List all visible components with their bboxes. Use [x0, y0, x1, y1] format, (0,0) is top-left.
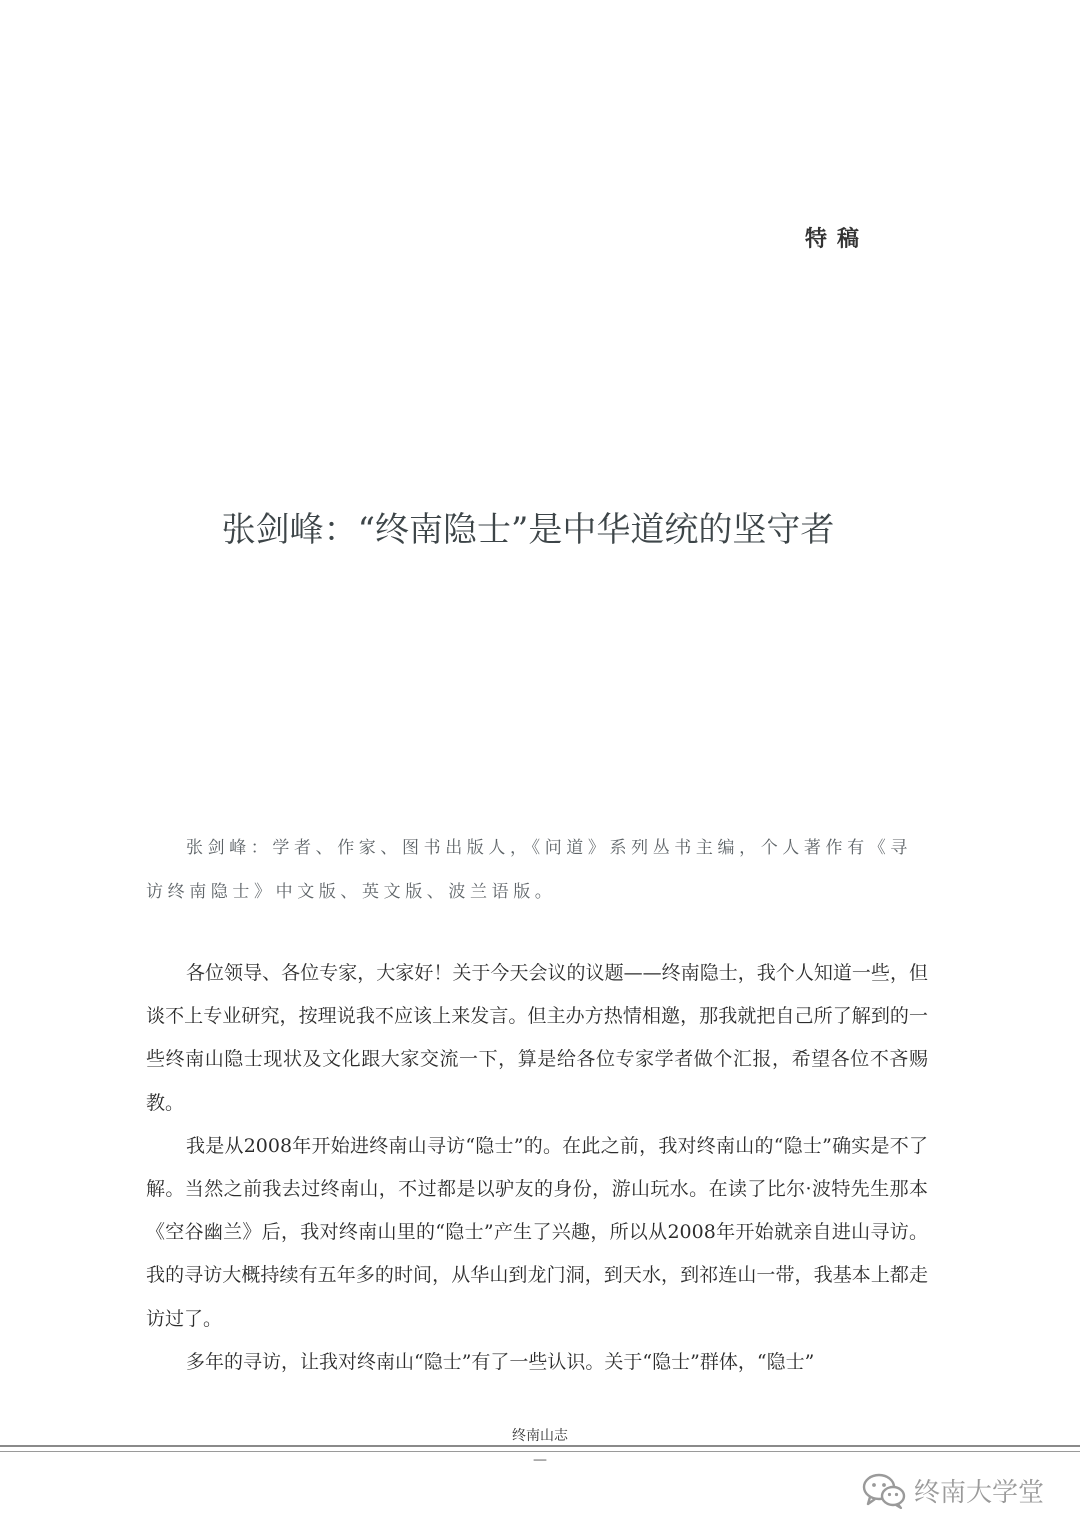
author-bio: 张剑峰：学者、作家、图书出版人，《问道》系列丛书主编，个人著作有《寻访终南隐士》中文版、英文版、波兰语版。	[146, 838, 912, 902]
article-body	[146, 952, 928, 1384]
watermark-text: 终南大学堂	[914, 1478, 1045, 1508]
footer-publication-text: 终南山志	[506, 1428, 574, 1444]
section-label: 特稿	[805, 226, 870, 252]
body-paragraph: 多年的寻访，让我对终南山“隐士”有了一些认识。关于“隐士”群体，“隐士”	[186, 1350, 815, 1373]
watermark	[862, 1472, 1044, 1509]
wechat-icon	[862, 1473, 906, 1509]
footer-publication-name	[0, 1425, 1080, 1445]
body-paragraph: 各位领导、各位专家，大家好！关于今天会议的议题——终南隐士，我个人知道一些，但谈不上专业研究，按理说我不应该上来发言。但主办方热情相邀，那我就把自己所了解到的一些终南山隐士现状及文化跟大家交流一下，算是给各位专家学者做个汇报，希望各位不吝赐教。	[146, 962, 928, 1114]
page-mark: —	[533, 1452, 547, 1468]
footer-divider	[0, 1445, 1080, 1447]
body-paragraph: 我是从2008年开始进终南山寻访“隐士”的。在此之前，我对终南山的“隐士”确实是不了解。当然之前我去过终南山，不过都是以驴友的身份，游山玩水。在读了比尔·波特先生那本《空谷幽兰》后，我对终南山里的“隐士”产生了兴趣，所以从2008年开始就亲自进山寻访。我的寻访大概持续有五年多的时间，从华山到龙门洞，到天水，到祁连山一带，我基本上都走访过了。	[146, 1134, 928, 1330]
article-title: 张剑峰：“终南隐士”是中华道统的坚守者	[221, 510, 835, 550]
